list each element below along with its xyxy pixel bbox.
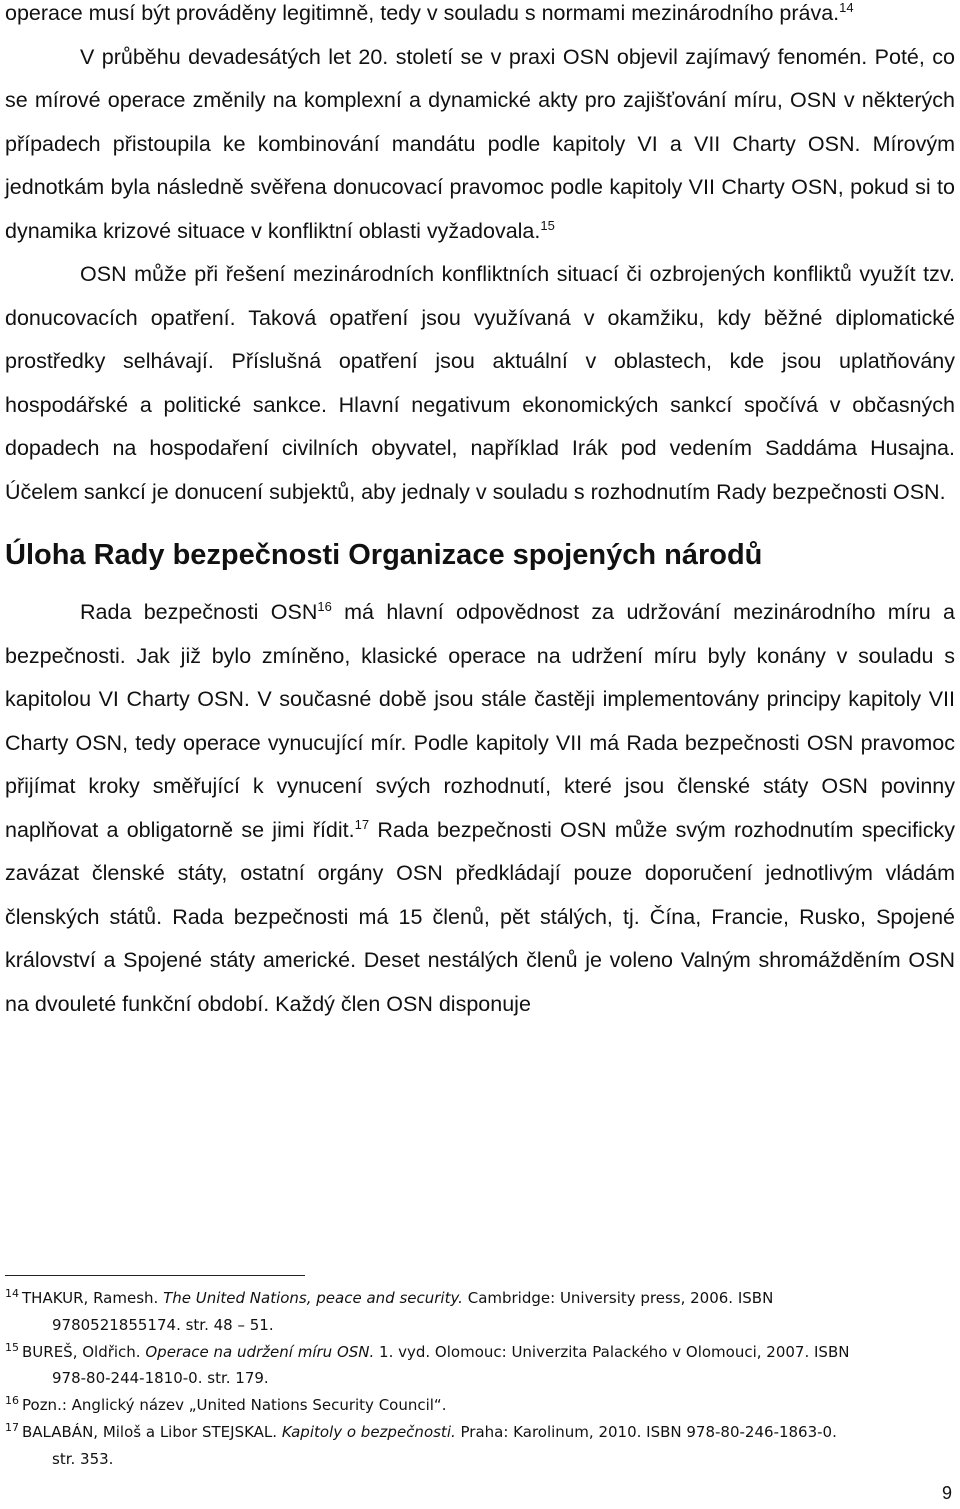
section-heading: Úloha Rady bezpečnosti Organizace spojených národů — [5, 539, 763, 571]
footnote-number: 16 — [5, 1394, 19, 1408]
footnote-text: THAKUR, Ramesh. — [22, 1289, 164, 1307]
paragraph-4-text-c: Rada bezpečnosti OSN může svým rozhodnutím specificky zavázat členské státy, ostatní orgány OSN předkládají pouze doporučení jednotlivým vládám členských států. Rada bezpečnosti má 15 členů, pět stálých, tj. Čína, Francie, Rusko, Spojené království a Spojené státy americké. Deset nestálých členů je voleno Valným shromážděním OSN na dvouleté funkční období. Každý člen OSN disponuje — [5, 817, 956, 1016]
footnote-15 — [5, 1339, 955, 1393]
paragraph-3 — [5, 253, 955, 514]
paragraph-4-text-b: má hlavní odpovědnost za udržování mezinárodního míru a bezpečnosti. Jak již bylo zmíněno, klasické operace na udržení míru byly konány v souladu s kapitolou VI Charty OSN. V současné době jsou stále častěji implementovány principy kapitoly VII Charty OSN, tedy operace vynucující mír. Podle kapitoly VII má Rada bezpečnosti OSN pravomoc přijímat kroky směřující k vynucení svých rozhodnutí, které jsou členské státy OSN povinny naplňovat a obligatorně se jimi řídit. — [5, 600, 955, 842]
footnote-ref-17[interactable]: 17 — [354, 816, 370, 832]
footnote-16 — [5, 1392, 955, 1419]
footnote-number: 15 — [5, 1340, 19, 1354]
page-number: 9 — [941, 1483, 952, 1503]
paragraph-2-text: V průběhu devadesátých let 20. století se v praxi OSN objevil zajímavý fenomén. Poté, co se mírové operace změnily na komplexní a dynamické akty pro zajišťování míru, OSN v některých případech přistoupila ke kombinování mandátu podle kapitoly VI a VII Charty OSN. Mírovým jednotkám byla následně svěřena donucovací pravomoc podle kapitoly VII Charty OSN, pokud si to dynamika krizové situace v konfliktní oblasti vyžadovala. — [5, 44, 955, 243]
footnote-text: Cambridge: University press, 2006. ISBN — [462, 1289, 774, 1307]
footnote-ref-14[interactable]: 14 — [839, 0, 854, 15]
footnote-continuation: 978-80-244-1810-0. str. 179. — [52, 1369, 269, 1388]
footnote-number: 14 — [5, 1287, 19, 1300]
paragraph-4-text-a: Rada bezpečnosti OSN — [80, 600, 318, 624]
document-page — [5, 0, 955, 1026]
footnote-title: Operace na udržení míru OSN. — [145, 1342, 375, 1361]
footnote-continuation: str. 353. — [52, 1449, 114, 1468]
footnote-text: 1. vyd. Olomouc: Univerzita Palackého v Olomouci, 2007. ISBN — [374, 1342, 850, 1361]
paragraph-4 — [5, 591, 955, 1026]
paragraph-1 — [5, 0, 955, 36]
footnote-text: Pozn.: Anglický název „United Nations Security Council“. — [22, 1396, 447, 1415]
footnote-number: 17 — [5, 1420, 19, 1434]
paragraph-2 — [5, 36, 955, 254]
footnote-title: The United Nations, peace and security. — [163, 1289, 463, 1307]
footnote-14 — [5, 1285, 955, 1339]
footnote-17 — [5, 1419, 955, 1473]
footnote-text: Praha: Karolinum, 2010. ISBN 978-80-246-1863-0. — [455, 1422, 837, 1441]
footnote-text: BUREŠ, Oldřich. — [22, 1342, 146, 1361]
footnotes — [5, 1285, 955, 1473]
footnote-title: Kapitoly o bezpečnosti. — [281, 1422, 456, 1441]
footnote-ref-15[interactable]: 15 — [540, 217, 555, 233]
paragraph-3-text: OSN může při řešení mezinárodních konfliktních situací či ozbrojených konfliktů využít tzv. donucovacích opatření. Taková opatření jsou využívaná v okamžiku, kdy běžné diplomatické prostředky selhávají. Příslušná opatření jsou aktuální v oblastech, kde jsou uplatňovány hospodářské a politické sankce. Hlavní negativum ekonomických sankcí spočívá v občasných dopadech na hospodaření civilních obyvatel, například Irák pod vedením Saddáma Husajna. Účelem sankcí je donucení subjektů, aby jednaly v souladu s rozhodnutím Rady bezpečnosti OSN. — [5, 262, 955, 504]
footnote-continuation: 9780521855174. str. 48 – 51. — [52, 1315, 274, 1334]
footnote-text: BALABÁN, Miloš a Libor STEJSKAL. — [22, 1422, 282, 1441]
footnote-separator — [5, 1275, 305, 1276]
footnote-ref-16[interactable]: 16 — [317, 598, 332, 614]
paragraph-1-text: operace musí být prováděny legitimně, tedy v souladu s normami mezinárodního práva. — [5, 1, 840, 25]
